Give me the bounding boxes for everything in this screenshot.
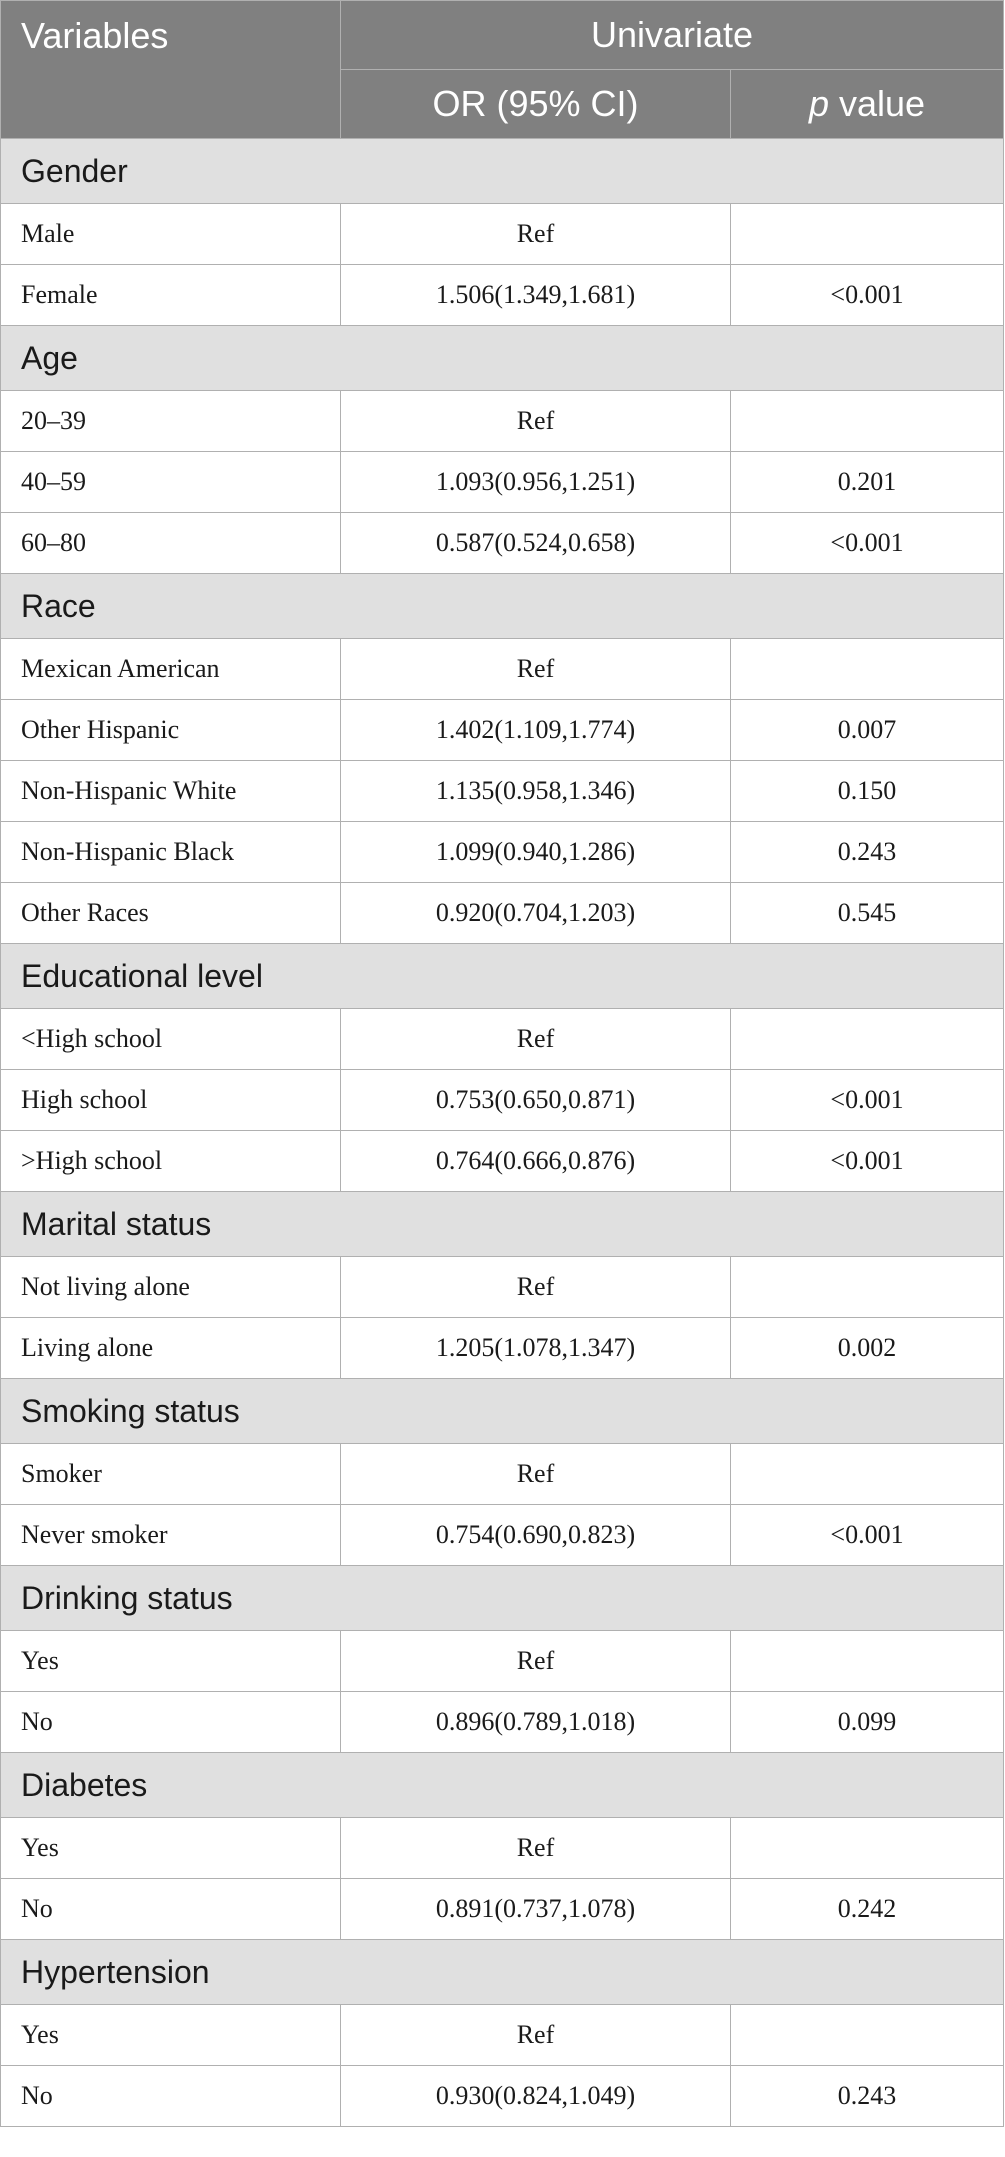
row-or-ci: Ref	[341, 639, 731, 700]
row-or-ci: Ref	[341, 391, 731, 452]
table-row	[1, 1505, 1004, 1566]
section-title: Smoking status	[1, 1379, 1004, 1444]
header-p-value	[731, 70, 1004, 139]
row-or-ci: 0.764(0.666,0.876)	[341, 1131, 731, 1192]
row-label: Yes	[1, 1631, 341, 1692]
row-p-value: 0.545	[731, 883, 1004, 944]
row-p-value	[731, 2005, 1004, 2066]
table-row	[1, 1009, 1004, 1070]
row-p-value	[731, 204, 1004, 265]
row-or-ci: 1.402(1.109,1.774)	[341, 700, 731, 761]
table-row	[1, 1692, 1004, 1753]
table-row	[1, 1879, 1004, 1940]
row-label: Other Races	[1, 883, 341, 944]
row-p-value: <0.001	[731, 1131, 1004, 1192]
row-label: Living alone	[1, 1318, 341, 1379]
section-row	[1, 1753, 1004, 1818]
table-row	[1, 1131, 1004, 1192]
row-p-value	[731, 391, 1004, 452]
row-p-value	[731, 1631, 1004, 1692]
section-row	[1, 1192, 1004, 1257]
row-label: No	[1, 1879, 341, 1940]
row-or-ci: Ref	[341, 2005, 731, 2066]
row-or-ci: 0.753(0.650,0.871)	[341, 1070, 731, 1131]
row-or-ci: 0.920(0.704,1.203)	[341, 883, 731, 944]
row-or-ci: Ref	[341, 1444, 731, 1505]
table-row	[1, 204, 1004, 265]
section-row	[1, 574, 1004, 639]
row-or-ci: Ref	[341, 1818, 731, 1879]
row-or-ci: 1.093(0.956,1.251)	[341, 452, 731, 513]
row-or-ci: 0.891(0.737,1.078)	[341, 1879, 731, 1940]
row-p-value: <0.001	[731, 513, 1004, 574]
row-or-ci: 1.135(0.958,1.346)	[341, 761, 731, 822]
section-title: Marital status	[1, 1192, 1004, 1257]
row-label: Other Hispanic	[1, 700, 341, 761]
table-row	[1, 1631, 1004, 1692]
row-or-ci: 0.930(0.824,1.049)	[341, 2066, 731, 2127]
table-row	[1, 700, 1004, 761]
row-label: 20–39	[1, 391, 341, 452]
row-p-value	[731, 1009, 1004, 1070]
row-p-value: <0.001	[731, 1505, 1004, 1566]
section-row	[1, 1379, 1004, 1444]
section-row	[1, 139, 1004, 204]
table-row	[1, 761, 1004, 822]
section-row	[1, 944, 1004, 1009]
row-label: 40–59	[1, 452, 341, 513]
row-label: High school	[1, 1070, 341, 1131]
table-row	[1, 639, 1004, 700]
section-title: Diabetes	[1, 1753, 1004, 1818]
row-label: Not living alone	[1, 1257, 341, 1318]
row-p-value: 0.242	[731, 1879, 1004, 1940]
table-row	[1, 265, 1004, 326]
section-title: Age	[1, 326, 1004, 391]
table-row	[1, 391, 1004, 452]
row-p-value: 0.150	[731, 761, 1004, 822]
table-row	[1, 1444, 1004, 1505]
row-label: Female	[1, 265, 341, 326]
table-row	[1, 452, 1004, 513]
row-or-ci: 1.099(0.940,1.286)	[341, 822, 731, 883]
table-row	[1, 1818, 1004, 1879]
header-p-italic: p	[808, 83, 829, 124]
header-variables: Variables	[1, 1, 341, 139]
section-title: Hypertension	[1, 1940, 1004, 2005]
row-p-value: 0.243	[731, 2066, 1004, 2127]
header-univariate: Univariate	[341, 1, 1004, 70]
table-row	[1, 2066, 1004, 2127]
header-p-rest: value	[828, 83, 926, 124]
row-or-ci: 0.754(0.690,0.823)	[341, 1505, 731, 1566]
table-row	[1, 822, 1004, 883]
row-label: Never smoker	[1, 1505, 341, 1566]
row-or-ci: Ref	[341, 1631, 731, 1692]
row-p-value	[731, 1257, 1004, 1318]
row-p-value: <0.001	[731, 1070, 1004, 1131]
row-label: Non-Hispanic Black	[1, 822, 341, 883]
row-label: No	[1, 1692, 341, 1753]
section-row	[1, 1940, 1004, 2005]
table-header	[1, 1, 1004, 139]
row-or-ci: 0.896(0.789,1.018)	[341, 1692, 731, 1753]
section-row	[1, 1566, 1004, 1631]
table-row	[1, 1257, 1004, 1318]
row-label: <High school	[1, 1009, 341, 1070]
table-row	[1, 513, 1004, 574]
row-or-ci: 0.587(0.524,0.658)	[341, 513, 731, 574]
section-title: Gender	[1, 139, 1004, 204]
row-label: >High school	[1, 1131, 341, 1192]
row-label: No	[1, 2066, 341, 2127]
row-p-value: <0.001	[731, 265, 1004, 326]
row-label: Male	[1, 204, 341, 265]
row-or-ci: 1.205(1.078,1.347)	[341, 1318, 731, 1379]
row-p-value	[731, 1444, 1004, 1505]
table-row	[1, 883, 1004, 944]
row-or-ci: Ref	[341, 1257, 731, 1318]
row-label: 60–80	[1, 513, 341, 574]
row-label: Mexican American	[1, 639, 341, 700]
section-title: Educational level	[1, 944, 1004, 1009]
row-or-ci: Ref	[341, 1009, 731, 1070]
row-label: Yes	[1, 2005, 341, 2066]
row-p-value	[731, 1818, 1004, 1879]
row-label: Yes	[1, 1818, 341, 1879]
row-p-value	[731, 639, 1004, 700]
table-body	[1, 139, 1004, 2127]
table-row	[1, 1070, 1004, 1131]
row-p-value: 0.007	[731, 700, 1004, 761]
row-p-value: 0.243	[731, 822, 1004, 883]
row-or-ci: 1.506(1.349,1.681)	[341, 265, 731, 326]
row-label: Non-Hispanic White	[1, 761, 341, 822]
header-or-ci: OR (95% CI)	[341, 70, 731, 139]
section-row	[1, 326, 1004, 391]
row-p-value: 0.002	[731, 1318, 1004, 1379]
row-label: Smoker	[1, 1444, 341, 1505]
row-or-ci: Ref	[341, 204, 731, 265]
row-p-value: 0.099	[731, 1692, 1004, 1753]
table-row	[1, 2005, 1004, 2066]
table-row	[1, 1318, 1004, 1379]
row-p-value: 0.201	[731, 452, 1004, 513]
section-title: Drinking status	[1, 1566, 1004, 1631]
section-title: Race	[1, 574, 1004, 639]
